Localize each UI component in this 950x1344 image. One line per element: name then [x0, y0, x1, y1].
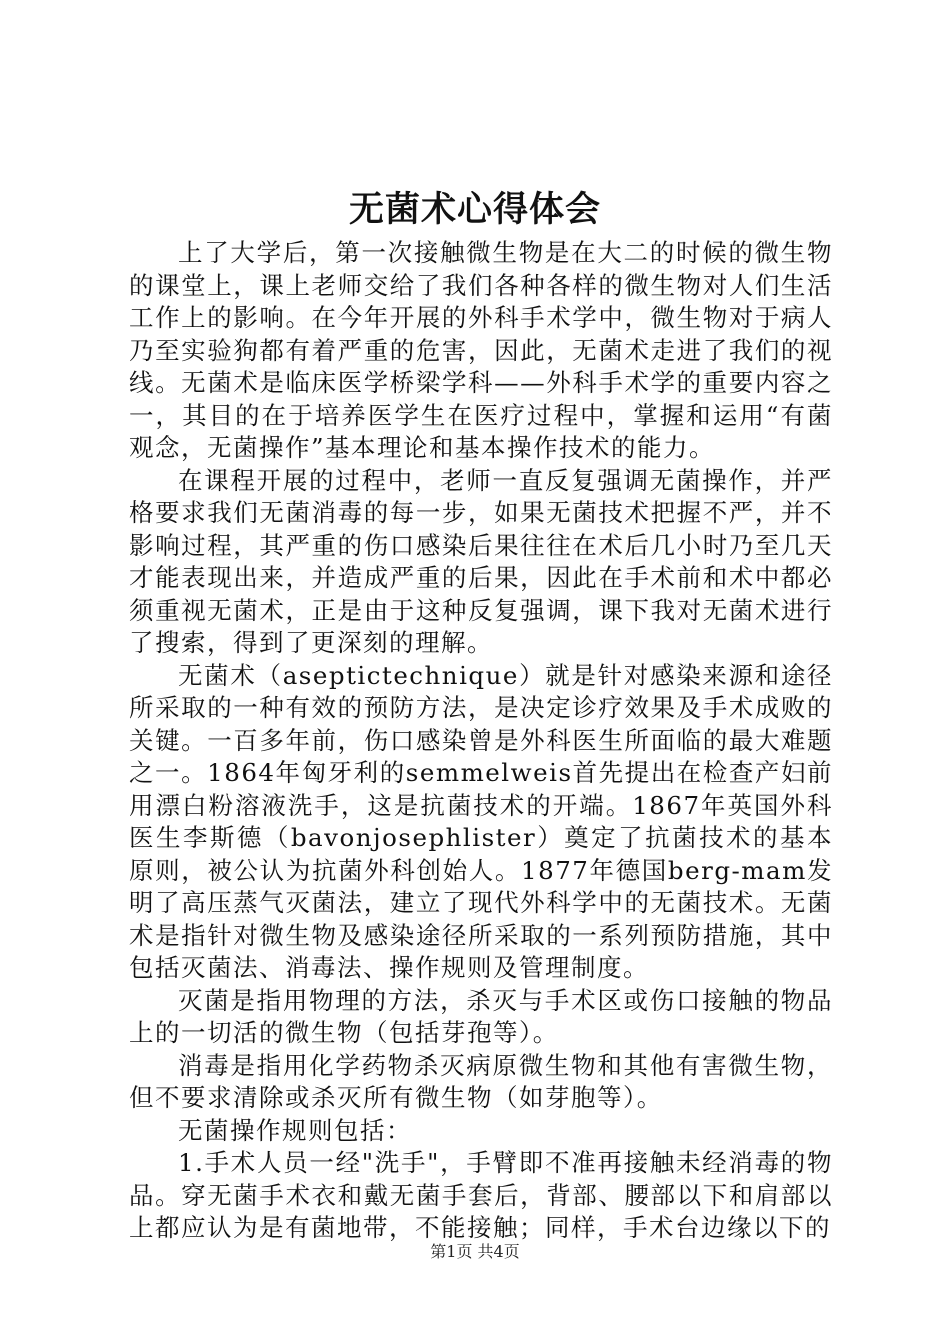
- document-title: 无菌术心得体会: [348, 189, 601, 230]
- paragraph: 1.手术人员一经"洗手"，手臂即不准再接触未经消毒的物品。穿无菌手术衣和戴无菌手套后，背部、腰部以下和肩部以上都应认为是有菌地带，不能接触；同样，手术台边缘以下的: [129, 1148, 833, 1242]
- paragraph: 上了大学后，第一次接触微生物是在大二的时候的微生物的课堂上，课上老师交给了我们各种各样的微生物对人们生活工作上的影响。在今年开展的外科手术学中，微生物对于病人乃至实验狗都有着严重的危害，因此，无菌术走进了我们的视线。无菌术是临床医学桥梁学科——外科手术学的重要内容之一，其目的在于培养医学生在医疗过程中，掌握和运用“有菌观念，无菌操作”基本理论和基本操作技术的能力。: [129, 238, 833, 462]
- document-body: [129, 237, 833, 1245]
- paragraph: 在课程开展的过程中，老师一直反复强调无菌操作，并严格要求我们无菌消毒的每一步，如果无菌技术把握不严，并不影响过程，其严重的伤口感染后果往往在术后几小时乃至几天才能表现出来，并造成严重的后果，因此在手术前和术中都必须重视无菌术，正是由于这种反复强调，课下我对无菌术进行了搜索，得到了更深刻的理解。: [129, 465, 833, 657]
- paragraph: 灭菌是指用物理的方法，杀灭与手术区或伤口接触的物品上的一切活的微生物（包括芽孢等）。: [129, 985, 833, 1047]
- paragraph: 无菌操作规则包括：: [178, 1115, 412, 1145]
- paragraph: 消毒是指用化学药物杀灭病原微生物和其他有害微生物，但不要求清除或杀灭所有微生物（如芽胞等）。: [129, 1050, 833, 1112]
- page-footer: 第1页 共4页: [430, 1242, 520, 1261]
- paragraph: 无菌术（aseptictechnique）就是针对感染来源和途径所采取的一种有效的预防方法，是决定诊疗效果及手术成败的关键。一百多年前，伤口感染曾是外科医生所面临的最大难题之一。1864年匈牙利的semmelweis首先提出在检查产妇前用漂白粉溶液洗手，这是抗菌技术的开端。1867年英国外科医生李斯德（bavonjosephlister）奠定了抗菌技术的基本原则，被公认为抗菌外科创始人。1877年德国berg-mam发明了高压蒸气灭菌法，建立了现代外科学中的无菌技术。无菌术是指针对微生物及感染途径所采取的一系列预防措施，其中包括灭菌法、消毒法、操作规则及管理制度。: [129, 660, 833, 982]
